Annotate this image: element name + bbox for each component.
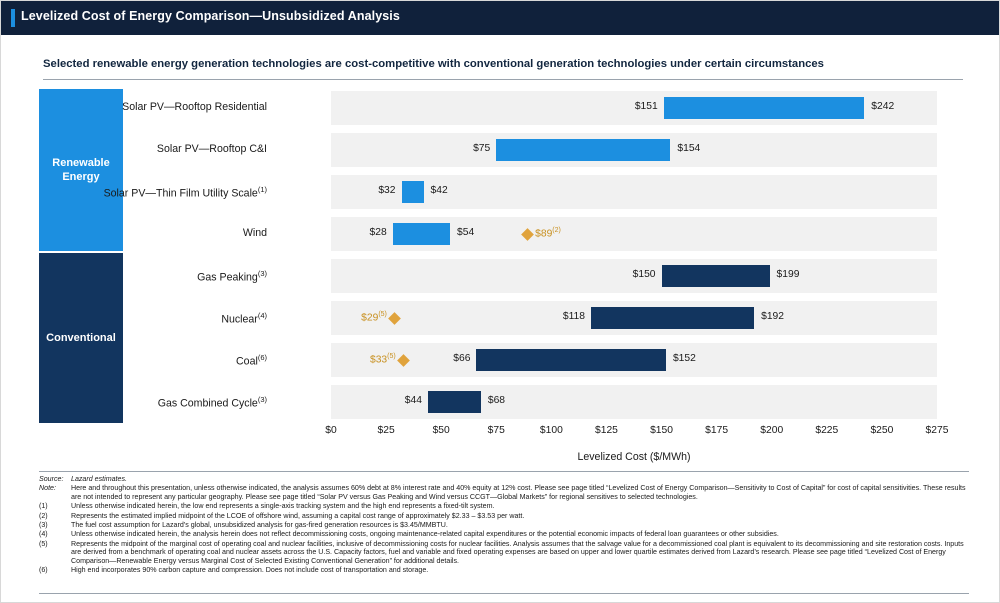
row-label-text: Gas Combined Cycle [157, 397, 258, 410]
group-label-line1: Renewable [52, 157, 110, 169]
x-axis-tick-label: $25 [377, 425, 395, 436]
footnote-row [39, 521, 969, 529]
bar-low-value: $151 [634, 101, 658, 112]
title-accent-bar [11, 9, 15, 27]
row-label-footnote: (3) [257, 395, 267, 404]
x-axis-tick-label: $50 [432, 425, 450, 436]
row-label [17, 395, 267, 410]
bar-high-value: $192 [761, 311, 785, 322]
row-label [17, 353, 267, 368]
range-bar [662, 265, 770, 287]
footnote-text: Here and throughout this presentation, unless otherwise indicated, the analysis assumes 60% debt at 8% interest rate and 40% equity at 12% cost. Please see page titled “Levelized Cost of Energy Comparison—Sensitivity to Cost of Capital” for cost of capital sensitivities. These results are not intended to represent any particular geography. Please see page titled “Solar PV versus Gas Peaking and Wind versus CCGT—Global Markets” for regional sensitives to selected technologies. [71, 484, 966, 501]
group-label-line2: Energy [62, 171, 100, 183]
bar-low-value: $118 [562, 311, 586, 322]
footnote-row [39, 484, 969, 501]
row-label [17, 311, 267, 326]
row-label [17, 227, 267, 239]
row-label-text: Gas Peaking [197, 271, 258, 284]
range-bar [393, 223, 450, 245]
row-label [17, 185, 267, 200]
footnote-row [39, 512, 969, 520]
row-label-text: Solar PV—Rooftop C&I [156, 143, 267, 155]
row-label-text: Coal [236, 355, 258, 368]
marker-footnote: (2) [552, 227, 561, 234]
x-axis-tick-label: $175 [705, 425, 729, 436]
x-axis [325, 425, 949, 467]
footnote-text: Unless otherwise indicated herein, the analysis herein does not reflect decommissioning costs, ongoing maintenance-related capital expenditures or the potential economic impacts of federal loan guarantees or other subsidies. [71, 530, 779, 539]
marker-footnote: (5) [387, 353, 396, 360]
footnote-text: High end incorporates 90% carbon capture and compression. Does not include cost of transportation and storage. [71, 566, 429, 575]
footnote-text: The fuel cost assumption for Lazard’s global, unsubsidized analysis for gas-fired generation resources is $3.45/MMBTU. [71, 521, 448, 530]
bar-high-value: $42 [430, 185, 448, 196]
row-label [17, 269, 267, 284]
bar-high-value: $242 [871, 101, 895, 112]
row-label-footnote: (1) [257, 185, 267, 194]
row-label-footnote: (4) [257, 311, 267, 320]
range-bar [591, 307, 754, 329]
notes-divider-top [39, 471, 969, 472]
row-label-text: Solar PV—Thin Film Utility Scale [103, 187, 258, 200]
row-label [17, 143, 267, 155]
footnote-row [39, 502, 969, 510]
footnote-tag: (1) [39, 502, 48, 511]
footnote-tag: (3) [39, 521, 48, 530]
slide-title-bar [1, 1, 1000, 35]
bar-low-value: $150 [632, 269, 656, 280]
footnote-text: Represents the midpoint of the marginal cost of operating coal and nuclear facilities, inclusive of decommissioning costs for nuclear facilities. Analysis assumes that the salvage value for a decommissioned coal plant is equivalent to its decommissioning and site restoration costs. Inputs are derived from a benchmark of operating coal and nuclear assets across the U.S. Capacity factors, fuel and variable and fixed operating expenses are based on upper and lower quartile estimates derived from Lazard’s research. Please see page titled “Levelized Cost of Energy Comparison—Renewable Energy versus Marginal Cost of Selected Existing Conventional Generation” for additional details. [71, 539, 964, 565]
x-axis-tick-label: $250 [870, 425, 894, 436]
x-axis-tick-label: $275 [925, 425, 949, 436]
subtitle-divider [43, 79, 963, 80]
page-title: Levelized Cost of Energy Comparison—Unsubsidized Analysis [21, 9, 400, 23]
row-label-footnote: (6) [257, 353, 267, 362]
bar-high-value: $152 [672, 353, 696, 364]
bar-low-value: $44 [404, 395, 422, 406]
footnote-row [39, 475, 969, 483]
x-axis-tick-label: $125 [594, 425, 618, 436]
row-label-text: Wind [242, 227, 267, 239]
footnote-tag: Note: [39, 484, 56, 493]
x-axis-tick-label: $225 [815, 425, 839, 436]
marker-value-text: $29 [361, 312, 379, 324]
bar-low-value: $75 [473, 143, 491, 154]
range-bar [402, 181, 424, 203]
marker-value-text: $89 [535, 228, 553, 240]
x-axis-tick-label: $75 [487, 425, 505, 436]
marker-value-label [349, 311, 387, 323]
x-axis-tick-label: $200 [760, 425, 784, 436]
range-bar [496, 139, 670, 161]
bar-high-value: $68 [487, 395, 506, 406]
notes-divider-bottom [39, 593, 969, 594]
row-label-text: Solar PV—Rooftop Residential [122, 101, 267, 113]
footnote-row [39, 540, 969, 565]
marker-value-text: $33 [369, 354, 388, 366]
x-axis-tick-label: $0 [325, 425, 337, 436]
footnote-tag: (2) [39, 511, 48, 520]
marker-footnote: (5) [378, 311, 387, 318]
footnote-tag: (4) [39, 530, 48, 539]
footnote-tag: Source: [39, 475, 64, 483]
bar-low-value: $66 [453, 353, 471, 364]
row-label [17, 101, 267, 113]
footnote-row [39, 566, 969, 574]
footnote-row [39, 530, 969, 538]
footnote-tag: (5) [39, 539, 48, 548]
row-label-text: Nuclear [221, 313, 258, 326]
bar-high-value: $54 [456, 227, 475, 238]
footnote-text: Unless otherwise indicated herein, the low end represents a single-axis tracking system and the high end represents a fixed-tilt system. [71, 502, 495, 511]
footnote-text: Lazard estimates. [71, 475, 127, 483]
footnotes [39, 475, 969, 575]
range-bar [664, 97, 865, 119]
footnote-tag: (6) [39, 566, 48, 575]
marker-value-label [358, 353, 396, 365]
bar-low-value: $28 [369, 227, 387, 238]
x-axis-title: Levelized Cost ($/MWh) [577, 451, 691, 463]
marker-value-label [535, 227, 561, 239]
group-label-line1: Conventional [46, 332, 116, 344]
footnote-text: Represents the estimated implied midpoint of the LCOE of offshore wind, assuming a capital cost range of approximately $2.33 – $3.53 per watt. [71, 511, 525, 520]
subtitle: Selected renewable energy generation technologies are cost-competitive with conventional generation technologies under certain circumstances [43, 58, 824, 70]
range-bar [476, 349, 666, 371]
x-axis-tick-label: $150 [650, 425, 673, 436]
range-bar [428, 391, 481, 413]
chart-plot-area [103, 89, 937, 425]
bar-high-value: $154 [677, 143, 701, 154]
x-axis-tick-label: $100 [539, 425, 563, 436]
bar-high-value: $199 [776, 269, 800, 280]
bar-low-value: $32 [378, 185, 396, 196]
row-label-footnote: (3) [257, 269, 267, 278]
